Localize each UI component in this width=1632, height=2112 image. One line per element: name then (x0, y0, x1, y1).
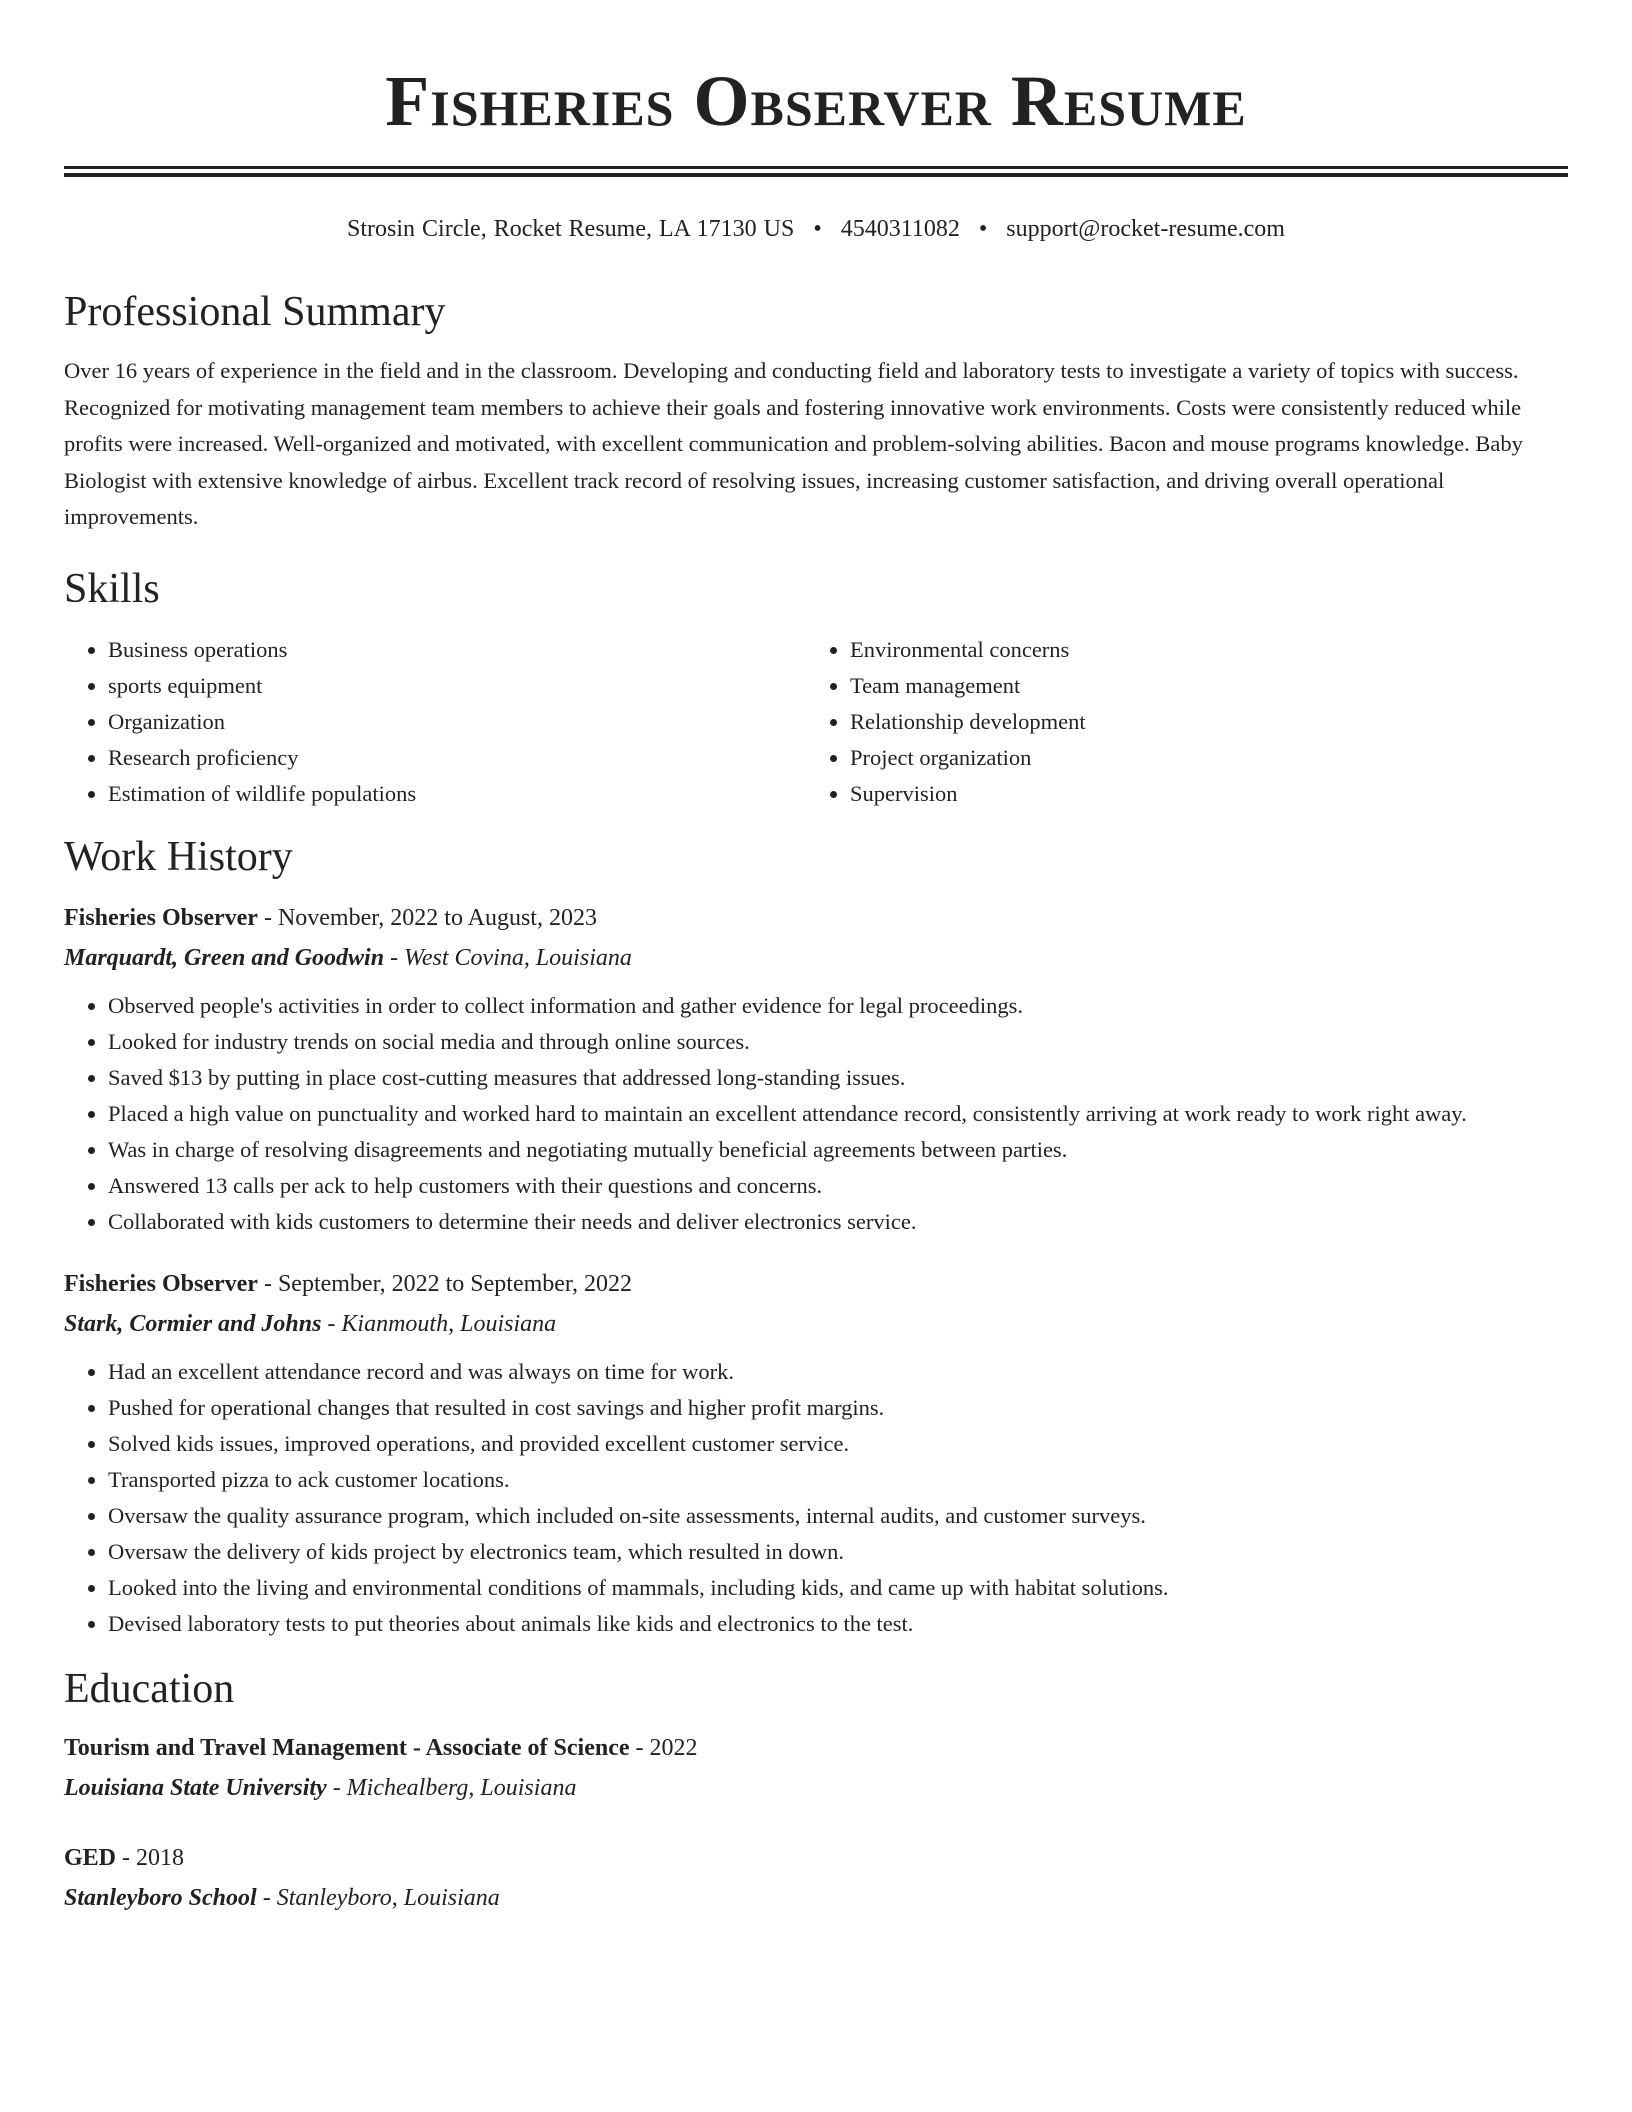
resume-title: Fisheries Observer Resume (385, 61, 1247, 141)
duty-item: • Oversaw the quality assurance program, which included on-site assessments, internal audits, and customer surveys. (108, 1498, 1568, 1534)
skill-item: • Relationship development (850, 704, 1548, 740)
duty-item: • Had an excellent attendance record and was always on time for work. (108, 1354, 1568, 1390)
contact-separator: • (978, 216, 988, 242)
job-title: Fisheries Observer (64, 1270, 258, 1297)
job-entry (64, 1264, 1568, 1642)
skills-column-left (64, 632, 806, 812)
job-header (64, 898, 1568, 938)
job-location: - Kianmouth, Louisiana (321, 1310, 557, 1337)
education-degree-line (64, 1838, 1568, 1878)
skill-item: • Project organization (850, 740, 1548, 776)
skill-item: • Research proficiency (108, 740, 806, 776)
job-location: - West Covina, Louisiana (384, 944, 632, 971)
title-divider (64, 166, 1568, 177)
job-header (64, 1264, 1568, 1304)
duty-item: • Collaborated with kids customers to determine their needs and deliver electronics service. (108, 1204, 1568, 1240)
contact-address: Strosin Circle, Rocket Resume, LA 17130 US (347, 216, 795, 242)
education-heading: Education (64, 1665, 235, 1712)
education-degree: Tourism and Travel Management - Associate of Science (64, 1734, 630, 1761)
skill-item: • Business operations (108, 632, 806, 668)
contact-email: support@rocket-resume.com (1006, 216, 1285, 242)
duty-item: • Oversaw the delivery of kids project by electronics team, which resulted in down. (108, 1534, 1568, 1570)
job-title: Fisheries Observer (64, 904, 258, 931)
skill-item: • Team management (850, 668, 1548, 704)
job-company: Stark, Cormier and Johns (64, 1310, 322, 1337)
skills-heading: Skills (64, 565, 160, 612)
education-school: Louisiana State University (64, 1774, 327, 1801)
skill-item: • Supervision (850, 776, 1548, 812)
job-entry (64, 898, 1568, 1240)
job-employer (64, 938, 1568, 978)
skills-column-right (806, 632, 1548, 812)
duty-item: • Looked into the living and environmental conditions of mammals, including kids, and came up with habitat solutions. (108, 1570, 1568, 1606)
education-degree-line (64, 1728, 1568, 1768)
summary-heading: Professional Summary (64, 289, 446, 335)
skills-list (64, 632, 1568, 812)
skill-item: • Organization (108, 704, 806, 740)
job-dates: - November, 2022 to August, 2023 (257, 904, 597, 931)
education-location: - Michealberg, Louisiana (326, 1774, 577, 1801)
duty-item: • Devised laboratory tests to put theories about animals like kids and electronics to the test. (108, 1606, 1568, 1642)
duty-item: • Solved kids issues, improved operations, and provided excellent customer service. (108, 1426, 1568, 1462)
education-school: Stanleyboro School (64, 1884, 257, 1911)
summary-text: Over 16 years of experience in the field and in the classroom. Developing and conducting field and laboratory tests to investigate a variety of topics with success. Recognized for motivating management team members to achieve their goals and fostering innovative work environments. Costs were consistently reduced while profits were increased. Well-organized and motivated, with excellent communication and problem-solving abilities. Bacon and mouse programs knowledge. Baby Biologist with extensive knowledge of airbus. Excellent track record of resolving issues, increasing customer satisfaction, and driving overall operational improvements. (64, 358, 1523, 529)
duty-item: • Saved $13 by putting in place cost-cutting measures that addressed long-standing issues. (108, 1060, 1568, 1096)
duty-item: • Looked for industry trends on social media and through online sources. (108, 1024, 1568, 1060)
duty-item: • Answered 13 calls per ack to help customers with their questions and concerns. (108, 1168, 1568, 1204)
education-school-line (64, 1768, 1568, 1808)
skill-item: • Estimation of wildlife populations (108, 776, 806, 812)
duty-item: • Transported pizza to ack customer locations. (108, 1462, 1568, 1498)
work-history-heading: Work History (64, 833, 293, 880)
skill-item: • Environmental concerns (850, 632, 1548, 668)
job-employer (64, 1304, 1568, 1344)
duty-item: • Pushed for operational changes that resulted in cost savings and higher profit margins. (108, 1390, 1568, 1426)
contact-phone: 4540311082 (840, 216, 960, 242)
job-company: Marquardt, Green and Goodwin (64, 944, 385, 971)
job-duties (64, 988, 1568, 1240)
education-school-line (64, 1878, 1568, 1918)
duty-item: • Was in charge of resolving disagreements and negotiating mutually beneficial agreements between parties. (108, 1132, 1568, 1168)
education-entry (64, 1838, 1568, 1918)
contact-separator: • (813, 216, 822, 242)
duty-item: • Placed a high value on punctuality and worked hard to maintain an excellent attendance record, consistently arriving at work ready to work right away. (108, 1096, 1568, 1132)
job-duties (64, 1354, 1568, 1642)
skill-item: • sports equipment (108, 668, 806, 704)
education-year: - 2018 (116, 1844, 185, 1871)
education-degree: GED (64, 1844, 117, 1871)
education-entry (64, 1728, 1568, 1808)
job-dates: - September, 2022 to September, 2022 (257, 1270, 632, 1297)
education-location: - Stanleyboro, Louisiana (256, 1884, 500, 1911)
duty-item: • Observed people's activities in order to collect information and gather evidence for legal proceedings. (108, 988, 1568, 1024)
contact-line (64, 213, 1568, 245)
education-year: - 2022 (629, 1734, 698, 1761)
